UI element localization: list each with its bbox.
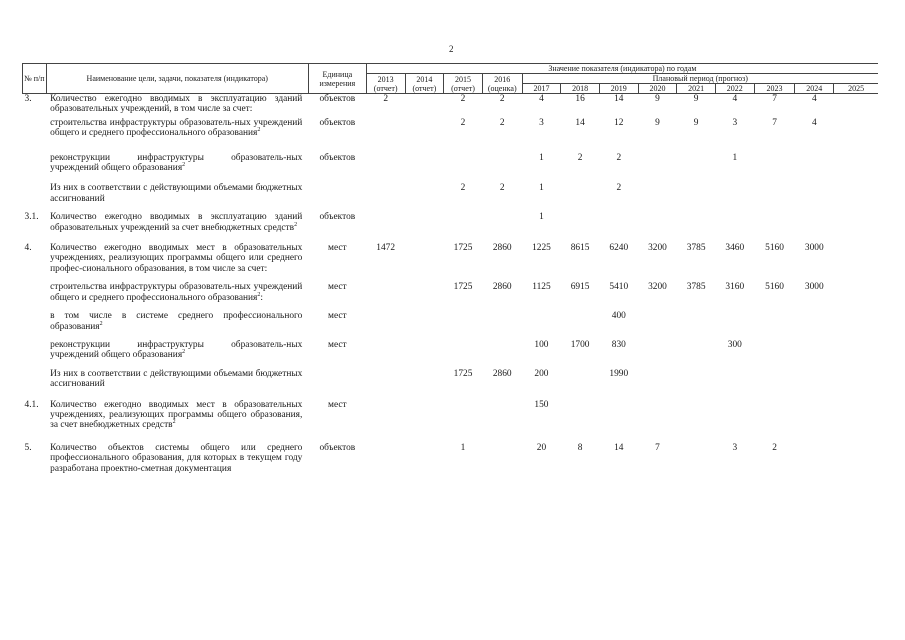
table-row: [23, 400, 879, 431]
value-cell-2021: [677, 400, 716, 431]
header-year-label: 2013: [377, 74, 394, 84]
value-cell-2019: [599, 400, 638, 431]
indicator-name: [46, 183, 308, 204]
header-year-label: 2015: [455, 74, 472, 84]
value-cell-2018: 8615: [570, 243, 590, 254]
value-cell-2024: 3000: [804, 243, 824, 254]
value-cell-2016: [482, 340, 522, 361]
value-cell-2025: [834, 311, 878, 332]
value-cell-2024: 3000: [804, 282, 824, 293]
row-number: 3.: [24, 94, 32, 104]
value-cell-2017: 150: [534, 399, 549, 410]
value-cell-2022: [715, 369, 754, 390]
unit-cell: объектов: [319, 152, 356, 163]
value-cell-2020: 3200: [648, 282, 667, 293]
table-row: [23, 443, 879, 474]
value-cell-2015: 1725: [453, 243, 473, 254]
value-cell-2014: [405, 400, 444, 431]
value-cell-2016: 2: [499, 117, 505, 128]
footnote-marker: 2: [294, 221, 298, 228]
value-cell-2024: 4: [811, 94, 817, 104]
value-cell-2013: 1472: [376, 243, 396, 254]
value-cell-2024: [795, 212, 834, 233]
row-number: [23, 282, 47, 303]
value-cell-2020: [638, 340, 677, 361]
value-cell-2021: [677, 311, 716, 332]
header-year-note: (отчет): [451, 83, 475, 93]
table-row: [23, 243, 879, 274]
header-values-group: Значение показателя (индикатора) по годам: [366, 64, 878, 74]
value-cell-2016: 2860: [492, 368, 512, 379]
value-cell-2021: 3785: [686, 282, 706, 293]
unit-cell: объектов: [319, 117, 356, 128]
value-cell-2025: [834, 212, 878, 233]
indicator-name-text: Количество ежегодно вводимых в эксплуатацию зданий образовательных учреждений, в том числе за счет:: [50, 94, 303, 115]
indicator-name: [46, 443, 308, 474]
value-cell-2023: 2: [772, 442, 777, 453]
footnote-marker: 2: [182, 161, 186, 168]
value-cell-2025: [834, 243, 878, 274]
value-cell-2018: 14: [575, 117, 585, 128]
header-year-label: 2014: [416, 74, 433, 84]
indicator-name: [46, 243, 308, 274]
value-cell-2025: [834, 369, 878, 390]
value-cell-2020: [638, 153, 677, 174]
value-cell-2016: [482, 400, 522, 431]
table-row: [23, 340, 879, 361]
value-cell-2014: [405, 243, 444, 274]
value-cell-2018: [561, 183, 600, 204]
header-year-2017: 2017: [522, 84, 561, 94]
value-cell-2018: 1700: [570, 339, 590, 350]
value-cell-2013: [366, 340, 405, 361]
table-row: [23, 311, 879, 332]
header-year-2025: 2025: [834, 84, 878, 94]
header-year-note: (отчет): [373, 83, 398, 93]
value-cell-2015: [444, 340, 483, 361]
value-cell-2024: [795, 153, 834, 174]
value-cell-2017: 1: [539, 212, 544, 223]
value-cell-2014: [405, 183, 444, 204]
value-cell-2016: [482, 153, 522, 174]
value-cell-2024: [795, 369, 834, 390]
row-number: [23, 369, 47, 390]
value-cell-2019: 5410: [609, 282, 629, 293]
value-cell-2020: 9: [655, 117, 660, 128]
header-year-2013: [366, 74, 405, 94]
header-name: Наименование цели, задачи, показателя (индикатора): [46, 64, 308, 94]
indicator-name: [46, 400, 308, 431]
value-cell-2023: [754, 311, 795, 332]
row-number: [23, 340, 47, 361]
value-cell-2019: 400: [611, 311, 626, 322]
value-cell-2021: [677, 340, 716, 361]
indicator-name-text: реконструкции инфраструктуры образователь-ных учреждений общего образования: [50, 339, 303, 361]
value-cell-2024: [795, 311, 834, 332]
row-number: 4.1.: [24, 399, 39, 410]
value-cell-2024: [795, 183, 834, 204]
header-year-2020: 2020: [638, 84, 677, 94]
indicator-name-text: строительства инфраструктуры образователь-ных учреждений общего и среднего профессионального образования: [50, 117, 303, 139]
value-cell-2023: [754, 153, 795, 174]
value-cell-2017: 100: [534, 339, 549, 350]
value-cell-2015: 2: [460, 183, 466, 194]
header-year-2019: 2019: [599, 84, 638, 94]
value-cell-2021: [677, 443, 716, 474]
value-cell-2014: [405, 118, 444, 139]
value-cell-2023: [754, 212, 795, 233]
value-cell-2022: 3460: [725, 243, 745, 254]
value-cell-2022: [715, 400, 754, 431]
header-unit: Единица измерения: [308, 64, 366, 94]
value-cell-2013: [366, 183, 405, 204]
indicator-name: [46, 153, 308, 174]
table-header: [23, 64, 879, 94]
value-cell-2019: 12: [614, 117, 624, 128]
table-row: [23, 118, 879, 139]
value-cell-2020: 7: [655, 442, 660, 453]
value-cell-2014: [405, 369, 444, 390]
row-number: 4.: [24, 243, 32, 254]
value-cell-2022: 300: [727, 339, 742, 350]
value-cell-2016: 2: [499, 94, 505, 104]
value-cell-2013: [366, 212, 405, 233]
unit-cell: [308, 183, 366, 204]
value-cell-2014: [405, 443, 444, 474]
value-cell-2018: 6915: [570, 282, 590, 293]
indicator-name-text: в том числе в системе среднего профессионального образования: [50, 311, 303, 332]
table-row: [23, 153, 879, 174]
value-cell-2020: [638, 311, 677, 332]
value-cell-2013: [366, 443, 405, 474]
value-cell-2015: [444, 153, 483, 174]
indicator-name-text: Количество ежегодно вводимых мест в образовательных учреждениях, реализующих программы общего образования, за счет внебюджетных средств: [50, 399, 303, 431]
value-cell-2016: 2860: [492, 282, 512, 293]
unit-cell: мест: [328, 243, 347, 254]
value-cell-2025: [834, 443, 878, 474]
value-cell-2023: 5160: [765, 243, 784, 254]
value-cell-2016: [482, 443, 522, 474]
header-year-2018: 2018: [561, 84, 600, 94]
row-number: 5.: [24, 442, 32, 453]
indicator-name-text: Количество ежегодно вводимых мест в образовательных учреждениях, реализующих программы общего или среднего профес-сионального образования, в том числе за счет:: [50, 243, 303, 274]
value-cell-2025: [834, 153, 878, 174]
value-cell-2025: [834, 340, 878, 361]
value-cell-2024: [795, 400, 834, 431]
value-cell-2022: [715, 311, 754, 332]
unit-cell: мест: [328, 282, 347, 293]
value-cell-2025: [834, 400, 878, 431]
value-cell-2024: [795, 443, 834, 474]
header-year-2024: 2024: [795, 84, 834, 94]
row-number: 3.1.: [24, 212, 39, 223]
value-cell-2017: 1225: [532, 243, 551, 254]
value-cell-2025: [834, 118, 878, 139]
value-cell-2013: [366, 153, 405, 174]
value-cell-2018: [561, 400, 600, 431]
table-body: [23, 94, 879, 474]
value-cell-2023: 7: [772, 94, 777, 104]
unit-cell: мест: [328, 339, 347, 350]
header-year-2021: 2021: [677, 84, 716, 94]
value-cell-2018: 16: [575, 94, 585, 104]
value-cell-2020: [638, 183, 677, 204]
value-cell-2014: [405, 212, 444, 233]
header-year-2015: [444, 74, 483, 94]
footnote-marker: 2: [257, 127, 261, 134]
row-number: [23, 153, 47, 174]
value-cell-2015: 1725: [453, 282, 473, 293]
indicator-name: [46, 282, 308, 303]
indicator-name: [46, 94, 308, 115]
footnote-marker: 2: [182, 349, 186, 356]
indicator-name-text: Количество объектов системы общего или среднего профессионального образования, для которых в текущем году разработана проектно-сметная документация: [50, 442, 303, 474]
value-cell-2016: [482, 311, 522, 332]
value-cell-2019: 2: [616, 152, 622, 163]
value-cell-2023: 7: [772, 117, 777, 128]
value-cell-2023: [754, 340, 795, 361]
value-cell-2022: 3160: [725, 282, 745, 293]
value-cell-2021: [677, 183, 716, 204]
value-cell-2013: [366, 118, 405, 139]
header-year-2016: [482, 74, 522, 94]
value-cell-2025: [834, 94, 878, 115]
value-cell-2023: [754, 369, 795, 390]
value-cell-2021: [677, 369, 716, 390]
indicator-name-text: Количество ежегодно вводимых в эксплуатацию зданий образовательных учреждений за счет внебюджетных средств: [50, 212, 303, 233]
row-number: [23, 183, 47, 204]
row-number: [23, 118, 47, 139]
value-cell-2017: 200: [534, 368, 549, 379]
value-cell-2024: [795, 340, 834, 361]
value-cell-2019: 1990: [609, 368, 629, 379]
value-cell-2015: [444, 400, 483, 431]
header-year-2022: 2022: [715, 84, 754, 94]
value-cell-2022: 1: [732, 152, 738, 163]
value-cell-2020: 9: [655, 94, 660, 104]
value-cell-2018: [561, 212, 600, 233]
header-num: № п/п: [23, 64, 47, 94]
value-cell-2016: [482, 212, 522, 233]
value-cell-2023: [754, 183, 795, 204]
footnote-marker: 2: [172, 419, 176, 426]
page-number: 2: [449, 44, 454, 54]
indicator-name: [46, 311, 308, 332]
indicator-name-text: Из них в соответствии с действующими объемами бюджетных ассигнований: [50, 368, 303, 390]
value-cell-2017: [522, 311, 561, 332]
table-row: [23, 183, 879, 204]
value-cell-2019: [599, 212, 638, 233]
value-cell-2022: 4: [732, 94, 738, 104]
value-cell-2022: [715, 183, 754, 204]
value-cell-2018: [561, 311, 600, 332]
table-row: [23, 369, 879, 390]
value-cell-2013: [366, 311, 405, 332]
value-cell-2017: 3: [539, 117, 544, 128]
value-cell-2022: [715, 212, 754, 233]
unit-cell: мест: [328, 399, 347, 410]
value-cell-2016: 2860: [492, 243, 512, 254]
value-cell-2015: [444, 311, 483, 332]
unit-cell: объектов: [319, 442, 356, 453]
value-cell-2017: 4: [539, 94, 544, 104]
value-cell-2021: [677, 153, 716, 174]
indicator-name: [46, 369, 308, 390]
unit-cell: объектов: [319, 94, 356, 104]
header-plan-group: Плановый период (прогноз): [522, 74, 878, 84]
header-year-2014: [405, 74, 444, 94]
indicators-table: [22, 63, 878, 474]
indicator-name: [46, 212, 308, 233]
value-cell-2021: [677, 212, 716, 233]
value-cell-2019: 2: [616, 183, 622, 194]
header-year-2023: 2023: [754, 84, 795, 94]
value-cell-2021: 3785: [686, 243, 706, 254]
value-cell-2020: [638, 212, 677, 233]
value-cell-2014: [405, 340, 444, 361]
value-cell-2017: 20: [536, 442, 547, 453]
value-cell-2016: 2: [499, 183, 505, 194]
value-cell-2017: 1: [539, 152, 544, 163]
value-cell-2013: 2: [383, 94, 389, 104]
unit-cell: объектов: [319, 212, 356, 223]
value-cell-2024: 4: [811, 117, 817, 128]
row-number: [23, 311, 47, 332]
value-cell-2023: 5160: [765, 282, 784, 293]
value-cell-2019: 14: [614, 442, 624, 453]
value-cell-2022: 3: [732, 117, 738, 128]
header-year-note: (отчет): [412, 83, 437, 93]
value-cell-2019: 830: [611, 339, 626, 350]
header-year-label: 2016: [494, 74, 511, 84]
value-cell-2017: 1125: [532, 282, 551, 293]
indicator-name-text: реконструкции инфраструктуры образователь-ных учреждений общего образования: [50, 152, 303, 174]
value-cell-2018: 2: [577, 152, 583, 163]
footnote-marker: 2: [257, 291, 261, 298]
value-cell-2020: [638, 369, 677, 390]
value-cell-2015: 2: [460, 94, 466, 104]
unit-cell: [308, 369, 366, 390]
footnote-marker: 2: [99, 320, 103, 327]
value-cell-2014: [405, 94, 444, 115]
value-cell-2017: 1: [539, 183, 544, 194]
value-cell-2019: 6240: [609, 243, 629, 254]
header-year-note: (оценка): [487, 83, 517, 93]
name-suffix: :: [260, 292, 263, 303]
value-cell-2014: [405, 282, 444, 303]
table-row: [23, 94, 879, 115]
value-cell-2014: [405, 153, 444, 174]
value-cell-2018: 8: [577, 442, 583, 453]
value-cell-2019: 14: [614, 94, 624, 104]
value-cell-2025: [834, 183, 878, 204]
indicator-name: [46, 340, 308, 361]
value-cell-2021: 9: [693, 117, 699, 128]
value-cell-2025: [834, 282, 878, 303]
value-cell-2013: [366, 400, 405, 431]
table-row: [23, 282, 879, 303]
table-row: [23, 212, 879, 233]
value-cell-2018: [561, 369, 600, 390]
value-cell-2020: [638, 400, 677, 431]
unit-cell: мест: [328, 311, 347, 322]
value-cell-2020: 3200: [648, 243, 667, 254]
value-cell-2013: [366, 282, 405, 303]
value-cell-2015: 1725: [453, 368, 473, 379]
value-cell-2021: 9: [693, 94, 699, 104]
indicator-name: [46, 118, 308, 139]
value-cell-2023: [754, 400, 795, 431]
indicator-name-text: строительства инфраструктуры образователь-ных учреждений общего и среднего профессионального образования: [50, 282, 303, 303]
value-cell-2015: 1: [460, 442, 466, 453]
value-cell-2013: [366, 369, 405, 390]
value-cell-2015: [444, 212, 483, 233]
indicator-name-text: Из них в соответствии с действующими объемами бюджетных ассигнований: [50, 183, 303, 204]
value-cell-2022: 3: [732, 442, 738, 453]
value-cell-2014: [405, 311, 444, 332]
value-cell-2015: 2: [460, 117, 466, 128]
